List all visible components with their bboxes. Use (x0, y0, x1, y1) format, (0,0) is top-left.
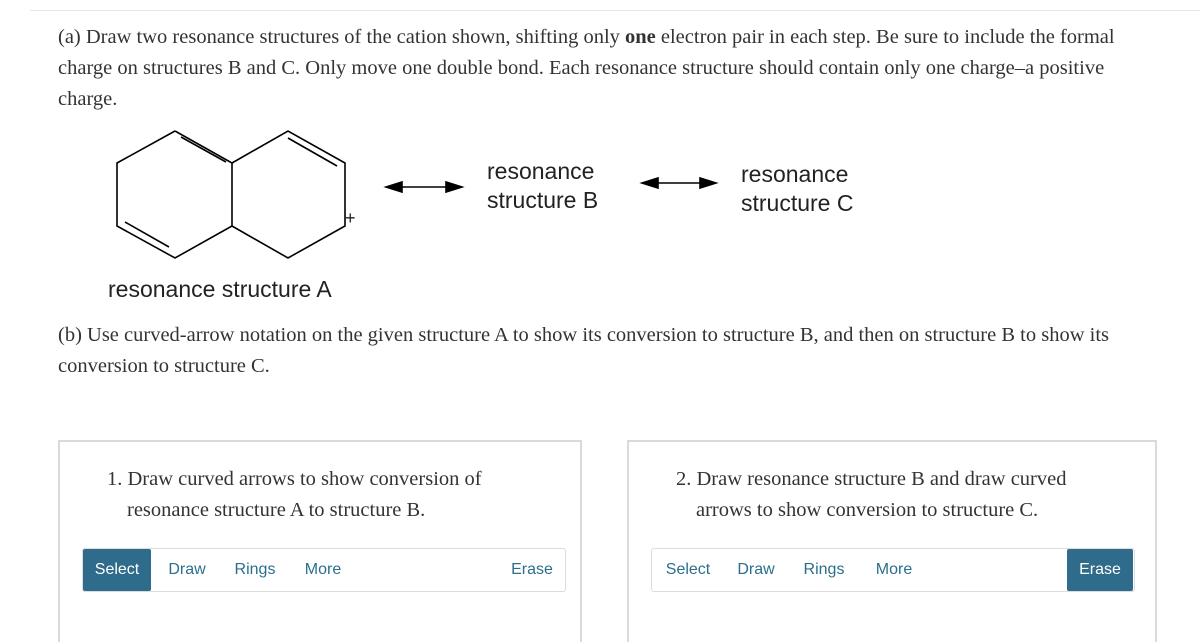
label-structure-b (487, 157, 598, 215)
panel2-instruction-line2: arrows to show conversion to structure C. (696, 499, 1039, 521)
label-b-line1: resonance (487, 158, 595, 184)
formal-charge-plus: + (345, 208, 356, 228)
panel1-rings-tool[interactable]: Rings (234, 561, 276, 578)
panel1-more-tool[interactable]: More (304, 561, 342, 578)
question-a-suffix: electron pair in each step. Be sure to include the formal charge on structures B and C. Only move one double bond. Each resonance structure should contain only one charge–a positive charge. (58, 26, 1115, 110)
panel1-instruction-line2: resonance structure A to structure B. (127, 499, 426, 521)
panel1-instruction-line1: 1. Draw curved arrows to show conversion of (107, 468, 482, 490)
panel1-toolbar (82, 548, 566, 592)
panel2-rings-tool[interactable]: Rings (803, 561, 845, 578)
label-c-line1: resonance (741, 161, 849, 187)
panel2-erase-button[interactable]: Erase (1067, 549, 1133, 591)
panel1-erase-button[interactable]: Erase (511, 561, 553, 578)
panel1-draw-tool[interactable]: Draw (168, 561, 206, 578)
question-b-text: (b) Use curved-arrow notation on the given structure A to show its conversion to structure B, and then on structure B to show its conversion to structure C. (58, 324, 1109, 377)
panel2-toolbar (651, 548, 1135, 592)
panel2-more-tool[interactable]: More (875, 561, 913, 578)
label-structure-c (741, 160, 853, 218)
panel2-draw-tool[interactable]: Draw (737, 561, 775, 578)
label-b-line2: structure B (487, 187, 599, 213)
question-a-prefix: (a) Draw two resonance structures of the cation shown, shifting only (58, 26, 626, 48)
answer-panel-1 (58, 440, 582, 642)
panel2-instruction-line1: 2. Draw resonance structure B and draw curved (676, 468, 1067, 490)
caption-structure-a: resonance structure A (108, 276, 332, 302)
panel2-select-tool[interactable]: Select (665, 561, 711, 578)
answer-panel-2 (627, 440, 1157, 642)
panel1-select-tool[interactable]: Select (83, 549, 151, 591)
label-c-line2: structure C (741, 190, 854, 216)
question-a-bold: one (625, 26, 656, 48)
